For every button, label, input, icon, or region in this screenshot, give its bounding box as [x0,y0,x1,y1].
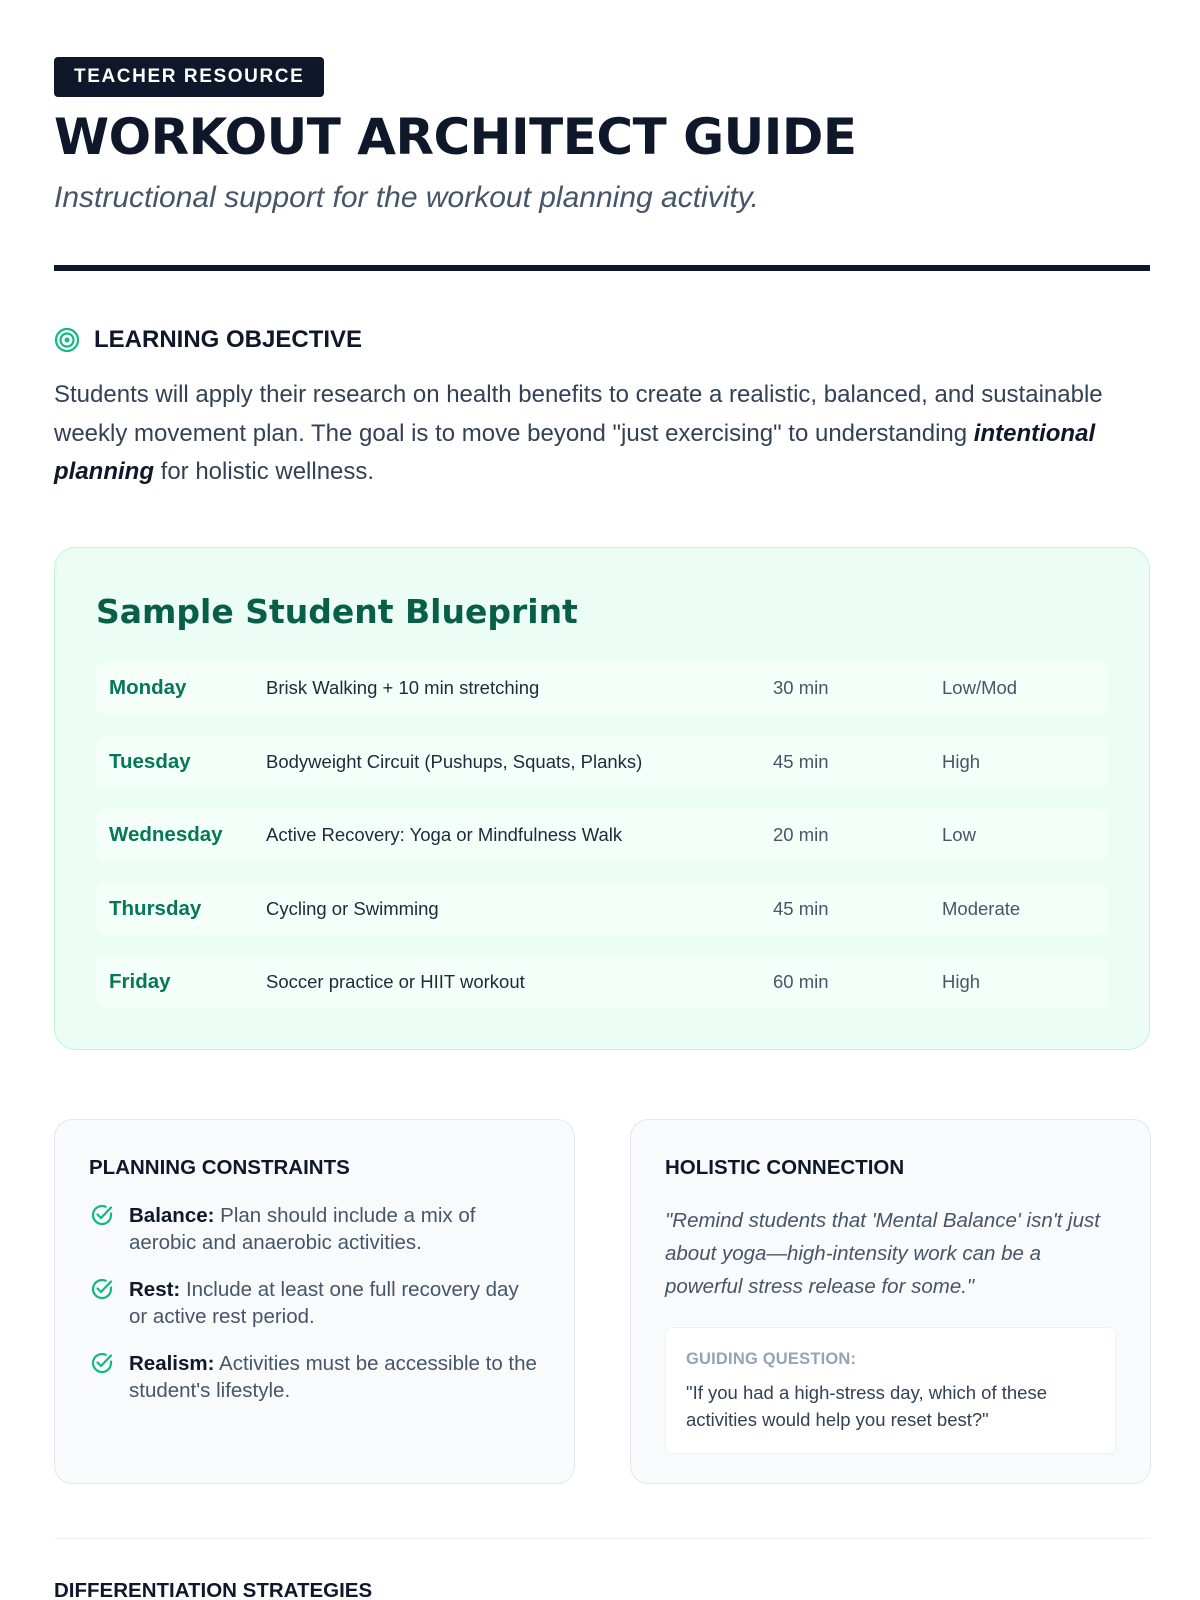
teacher-resource-badge: TEACHER RESOURCE [54,57,324,97]
objective-header [54,326,362,354]
guiding-question-label: GUIDING QUESTION: [686,1350,857,1368]
differentiation-title: DIFFERENTIATION STRATEGIES [54,1579,373,1600]
row-duration: 45 min [773,750,829,772]
table-row [96,736,1108,788]
holistic-title: HOLISTIC CONNECTION [665,1156,905,1179]
list-item [89,1202,540,1256]
objective-text [54,376,1154,492]
section-divider [54,1538,1150,1539]
row-day: Friday [109,970,171,993]
list-item [89,1276,540,1330]
page-title: WORKOUT ARCHITECT GUIDE [54,108,857,166]
objective-emphasis: intentional planning [54,419,1096,485]
row-day: Wednesday [109,823,223,846]
blueprint-title: Sample Student Blueprint [96,592,578,631]
check-circle-icon [89,1202,115,1228]
page-subtitle: Instructional support for the workout planning activity. [54,181,759,214]
list-item [89,1350,540,1404]
constraint-label: Balance: [129,1204,215,1227]
row-activity: Soccer practice or HIIT workout [266,971,525,992]
constraint-desc: Activities must be accessible to the student's lifestyle. [129,1352,537,1402]
row-duration: 20 min [773,824,829,845]
row-intensity: Moderate [942,897,1021,919]
constraint-label: Realism: [129,1352,215,1375]
row-intensity: High [942,971,981,992]
constraints-title: PLANNING CONSTRAINTS [89,1156,350,1179]
row-intensity: High [942,750,981,772]
constraint-desc: Plan should include a mix of aerobic and anaerobic activities. [129,1204,476,1254]
guiding-question-text: "If you had a high-stress day, which of these activities would help you reset best?" [686,1382,1048,1430]
row-activity: Bodyweight Circuit (Pushups, Squats, Planks) [266,750,643,772]
row-activity: Active Recovery: Yoga or Mindfulness Walk [266,824,623,845]
table-row [96,662,1108,714]
constraint-text [129,1202,540,1256]
row-intensity: Low [942,824,976,845]
check-circle-icon [89,1276,115,1302]
holistic-quote: "Remind students that 'Mental Balance' isn't just about yoga—high-intensity work can be a powerful stress release for some." [665,1209,1100,1298]
constraint-text [129,1276,540,1330]
row-activity: Cycling or Swimming [266,897,439,919]
constraint-text [129,1350,540,1404]
guiding-question-box [665,1327,1116,1454]
row-day: Monday [109,676,187,699]
table-row [96,809,1108,861]
target-icon [54,327,80,353]
blueprint-table [96,662,1108,1030]
constraint-desc: Include at least one full recovery day or active rest period. [129,1278,519,1328]
row-activity: Brisk Walking + 10 min stretching [266,677,540,698]
row-day: Tuesday [109,749,191,773]
constraint-label: Rest: [129,1278,181,1301]
row-duration: 60 min [773,971,829,992]
row-intensity: Low/Mod [942,677,1018,698]
row-duration: 30 min [773,677,829,698]
check-circle-icon [89,1350,115,1376]
objective-text-start: Students will apply their research on health benefits to create a realistic, balanced, and sustainable weekly movement plan. The goal is to move beyond "just exercising" to understanding [54,381,1103,447]
table-row [96,956,1108,1008]
objective-text-end: for holistic wellness. [153,458,375,485]
holistic-connection-card [630,1119,1151,1484]
header-divider [54,265,1150,271]
row-day: Thursday [109,896,202,920]
row-duration: 45 min [773,897,829,919]
constraints-list [89,1202,540,1404]
planning-constraints-card [54,1119,575,1484]
sample-blueprint-card [54,547,1150,1050]
table-row [96,883,1108,935]
objective-heading: LEARNING OBJECTIVE [94,326,363,353]
